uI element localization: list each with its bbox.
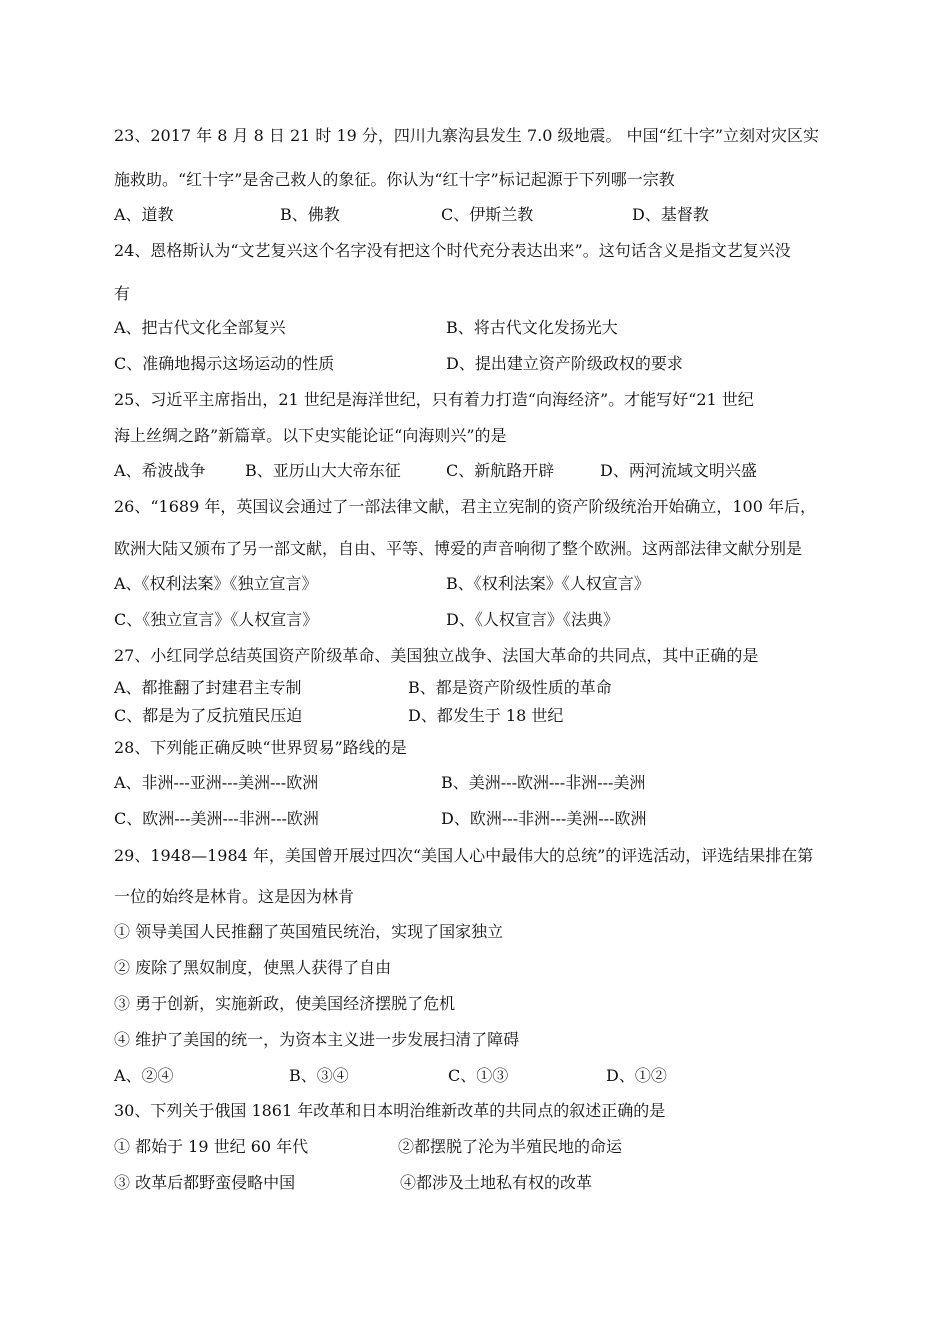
q30-item-1: ① 都始于 19 世纪 60 年代 [114, 1137, 309, 1156]
q23-stem-line2: 施救助。“红十字”是舍己救人的象征。你认为“红十字”标记起源于下列哪一宗教 [114, 170, 675, 189]
q29-stem-line2: 一位的始终是林肯。这是因为林肯 [114, 887, 355, 906]
q30-item-2: ②都摆脱了沦为半殖民地的命运 [398, 1137, 623, 1156]
q29-stem-line1: 29、1948—1984 年，美国曾开展过四次“美国人心中最伟大的总统”的评选活动，评选结果排在第 [114, 846, 814, 865]
q24-option-d: D、提出建立资产阶级政权的要求 [446, 354, 683, 373]
q28-option-c: C、欧洲---美洲---非洲---欧洲 [114, 809, 319, 828]
q25-option-a: A、希波战争 [114, 461, 206, 480]
q25-option-d: D、两河流域文明兴盛 [600, 461, 757, 480]
q29-option-c: C、①③ [448, 1066, 509, 1085]
q28-option-a: A、非洲---亚洲---美洲---欧洲 [114, 773, 319, 792]
q27-option-b: B、都是资产阶级性质的革命 [408, 678, 612, 697]
q29-item-1: ① 领导美国人民推翻了英国殖民统治，实现了国家独立 [114, 922, 504, 941]
q27-option-d: D、都发生于 18 世纪 [408, 706, 564, 725]
q29-item-4: ④ 维护了美国的统一，为资本主义进一步发展扫清了障碍 [114, 1030, 520, 1049]
q30-item-4: ④都涉及土地私有权的改革 [400, 1173, 593, 1192]
q23-option-d: D、基督教 [632, 205, 709, 224]
q26-option-b: B、《权利法案》《人权宣言》 [446, 574, 650, 593]
q27-option-a: A、都推翻了封建君主专制 [114, 678, 302, 697]
q29-item-3: ③ 勇于创新，实施新政，使美国经济摆脱了危机 [114, 994, 456, 1013]
q23-option-b: B、佛教 [280, 205, 340, 224]
q30-stem: 30、下列关于俄国 1861 年改革和日本明治维新改革的共同点的叙述正确的是 [114, 1101, 666, 1120]
q23-option-a: A、道教 [114, 205, 174, 224]
q24-option-c: C、准确地揭示这场运动的性质 [114, 354, 335, 373]
q30-item-3: ③ 改革后都野蛮侵略中国 [114, 1173, 296, 1192]
q28-option-b: B、美洲---欧洲---非洲---美洲 [441, 773, 646, 792]
q29-item-2: ② 废除了黑奴制度，使黑人获得了自由 [114, 958, 392, 977]
q26-stem-line1: 26、“1689 年，英国议会通过了一部法律文献，君主立宪制的资产阶级统治开始确立，100 年后， [114, 497, 816, 516]
q26-option-c: C、《独立宣言》《人权宣言》 [114, 610, 319, 629]
q23-stem-line1: 23、2017 年 8 月 8 日 21 时 19 分，四川九寨沟县发生 7.0 级地震。 中国“红十字”立刻对灾区实 [114, 126, 819, 145]
q29-option-a: A、②④ [114, 1066, 174, 1085]
q27-stem: 27、小红同学总结英国资产阶级革命、美国独立战争、法国大革命的共同点，其中正确的是 [114, 646, 759, 665]
q26-stem-line2: 欧洲大陆又颁布了另一部文献，自由、平等、博爱的声音响彻了整个欧洲。这两部法律文献分别是 [114, 539, 803, 558]
q24-stem-line2: 有 [114, 284, 131, 303]
q29-option-d: D、①② [606, 1066, 667, 1085]
q28-option-d: D、欧洲---非洲---美洲---欧洲 [441, 809, 647, 828]
q28-stem: 28、下列能正确反映“世界贸易”路线的是 [114, 738, 407, 757]
q23-option-c: C、伊斯兰教 [441, 205, 534, 224]
q26-option-a: A、《权利法案》《独立宣言》 [114, 574, 318, 593]
q24-stem-line1: 24、恩格斯认为“文艺复兴这个名字没有把这个时代充分表达出来”。这句话含义是指文艺复兴没 [114, 241, 791, 260]
q24-option-b: B、将古代文化发扬光大 [446, 318, 618, 337]
q25-stem-line2: 海上丝绸之路”新篇章。以下史实能论证“向海则兴”的是 [114, 426, 507, 445]
q26-option-d: D、《人权宣言》《法典》 [446, 610, 619, 629]
q25-stem-line1: 25、习近平主席指出，21 世纪是海洋世纪，只有着力打造“向海经济”。才能写好“21 世纪 [114, 390, 754, 409]
q24-option-a: A、把古代文化全部复兴 [114, 318, 286, 337]
q25-option-b: B、亚历山大大帝东征 [245, 461, 401, 480]
q27-option-c: C、都是为了反抗殖民压迫 [114, 706, 303, 725]
q25-option-c: C、新航路开辟 [446, 461, 555, 480]
q29-option-b: B、③④ [289, 1066, 349, 1085]
